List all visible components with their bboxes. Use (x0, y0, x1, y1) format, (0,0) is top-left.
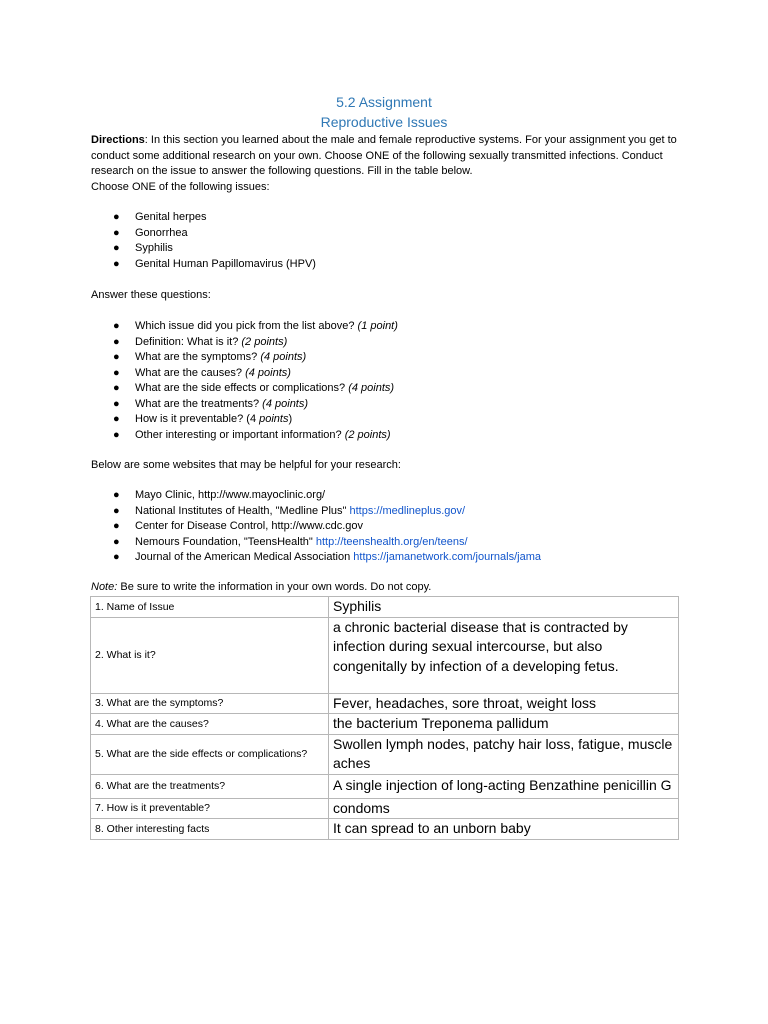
list-item: ● What are the causes? (4 points) (113, 366, 291, 379)
table-row (91, 597, 679, 618)
directions-text: : In this section you learned about the male and female reproductive systems. For your assignment you get to conduct some additional research on your own. Choose ONE of the following sexually transmitted infections. Conduct research on the issue to answer the following questions. Fill in the table below. (91, 134, 677, 177)
websites-intro: Below are some websites that may be helpful for your research: (91, 459, 401, 471)
table-row (91, 617, 679, 693)
page-subtitle: Reproductive Issues (320, 114, 448, 130)
list-item: ● Genital Human Papillomavirus (HPV) (113, 257, 316, 270)
medlineplus-link[interactable]: https://medlineplus.gov/ (349, 504, 466, 517)
list-item: ● Which issue did you pick from the list above? (1 point) (113, 320, 398, 332)
answer-cell[interactable]: A single injection of long-acting Benzathine penicillin G (329, 774, 679, 798)
list-item: ● Center for Disease Control, http://www.cdc.gov (113, 520, 364, 532)
question-cell: 8. Other interesting facts (91, 819, 329, 840)
answer-cell[interactable]: a chronic bacterial disease that is contracted by infection during sexual intercourse, but also congenitally by infection of a developing fetus. (329, 617, 679, 693)
table-row (91, 774, 679, 798)
answer-cell[interactable]: Syphilis (329, 597, 679, 618)
list-item: ● What are the side effects or complications? (4 points) (113, 382, 395, 394)
note-text: Note: Be sure to write the information in your own words. Do not copy. (91, 581, 432, 593)
question-cell: 5. What are the side effects or complications? (91, 734, 329, 774)
question-cell: 2. What is it? (91, 617, 329, 693)
question-cell: 3. What are the symptoms? (91, 693, 329, 714)
list-item: ● Other interesting or important information? (2 points) (113, 428, 391, 441)
directions-label: Directions (91, 134, 145, 146)
page-title: 5.2 Assignment (336, 94, 432, 110)
assignment-table (90, 596, 679, 840)
list-item: ● National Institutes of Health, "Medline Plus" https://medlineplus.gov/ (113, 504, 466, 517)
list-item: ● Gonorrhea (113, 226, 188, 239)
list-item: ● What are the symptoms? (4 points) (113, 351, 307, 363)
jama-link[interactable]: https://jamanetwork.com/journals/jama (353, 551, 541, 563)
list-item: ● Mayo Clinic, http://www.mayoclinic.org/ (113, 489, 326, 501)
teenshealth-link[interactable]: http://teenshealth.org/en/teens/ (315, 535, 468, 548)
list-item: ● Genital herpes (113, 211, 207, 223)
table-row (91, 819, 679, 840)
website-list (0, 488, 541, 566)
directions-paragraph (91, 133, 691, 180)
table-row (91, 693, 679, 714)
answer-cell[interactable]: It can spread to an unborn baby (329, 819, 679, 840)
choose-issue-instruction: Choose ONE of the following issues: (91, 181, 270, 193)
question-list (0, 319, 398, 443)
list-item: ● Definition: What is it? (2 points) (113, 335, 288, 348)
answer-cell[interactable]: Swollen lymph nodes, patchy hair loss, fatigue, muscle aches (329, 734, 679, 774)
table-row (91, 734, 679, 774)
table-row (91, 798, 679, 819)
list-item: ● Nemours Foundation, "TeensHealth" http://teenshealth.org/en/teens/ (113, 535, 468, 548)
table-row (91, 714, 679, 735)
question-cell: 7. How is it preventable? (91, 798, 329, 819)
list-item: ● Journal of the American Medical Association https://jamanetwork.com/journals/jama (113, 551, 541, 563)
issue-list (0, 210, 316, 272)
answer-cell[interactable]: the bacterium Treponema pallidum (329, 714, 679, 735)
questions-intro: Answer these questions: (91, 289, 211, 301)
question-cell: 1. Name of Issue (91, 597, 329, 618)
list-item: ● Syphilis (113, 242, 173, 254)
question-cell: 6. What are the treatments? (91, 774, 329, 798)
answer-cell[interactable]: condoms (329, 798, 679, 819)
list-item: ● How is it preventable? (4 points) (113, 413, 293, 425)
answer-cell[interactable]: Fever, headaches, sore throat, weight loss (329, 693, 679, 714)
question-cell: 4. What are the causes? (91, 714, 329, 735)
list-item: ● What are the treatments? (4 points) (113, 397, 309, 410)
